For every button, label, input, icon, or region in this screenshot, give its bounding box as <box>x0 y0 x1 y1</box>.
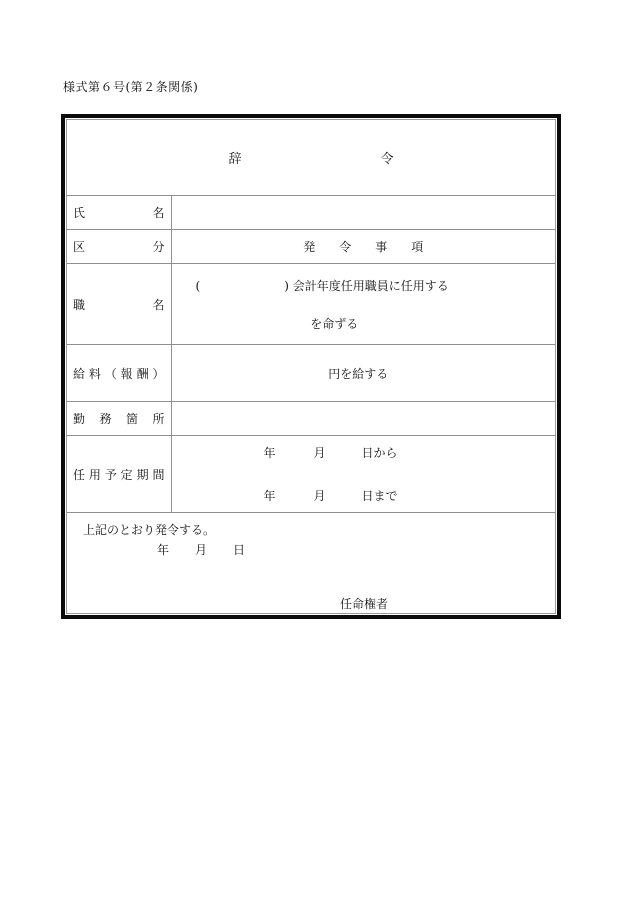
header-char: 令 <box>339 240 352 254</box>
job-title-label-right: 名 <box>152 297 165 312</box>
period-to <box>172 487 556 504</box>
job-title-row <box>67 264 555 345</box>
open-paren: ( <box>195 278 201 293</box>
to-year: 年 <box>263 489 276 503</box>
job-title-label-left: 職 <box>73 297 86 312</box>
workplace-field[interactable] <box>171 402 555 436</box>
issuance-statement: 上記のとおり発令する。 <box>83 523 216 537</box>
appointment-form-frame <box>61 114 561 619</box>
close-paren: ) <box>284 278 289 293</box>
workplace-label-char: 所 <box>152 412 165 426</box>
title-char-2: 令 <box>380 152 394 167</box>
document-title <box>229 148 394 167</box>
salary-label-char: 料 <box>88 366 101 381</box>
job-title-field[interactable] <box>171 264 555 345</box>
category-label-right: 分 <box>152 240 165 254</box>
appointment-form-inner-frame <box>66 119 556 614</box>
period-label-char: 用 <box>88 467 101 482</box>
category-row <box>67 230 555 264</box>
form-number: 様式第６号(第２条関係) <box>63 80 199 94</box>
appointment-period-label <box>67 436 171 513</box>
title-row <box>67 120 555 196</box>
period-label-char: 期 <box>136 467 149 482</box>
category-label-left: 区 <box>73 240 86 254</box>
salary-label-char: 酬 <box>136 366 149 381</box>
workplace-label-char: 勤 <box>73 412 86 426</box>
issuance-date[interactable] <box>67 541 555 558</box>
header-char: 事 <box>375 240 388 254</box>
salary-field[interactable]: 円を給する <box>171 345 555 402</box>
name-row <box>67 196 555 230</box>
salary-label-char: 報 <box>120 366 133 381</box>
appointment-items-header <box>171 230 555 264</box>
issuance-row <box>67 513 555 617</box>
salary-label-char: ） <box>152 366 165 381</box>
from-year: 年 <box>263 446 276 460</box>
name-field[interactable] <box>171 196 555 230</box>
period-label-char: 予 <box>104 467 117 482</box>
issuance-year: 年 <box>157 543 170 557</box>
workplace-label-char: 箇 <box>125 412 138 426</box>
job-title-label <box>67 264 171 345</box>
category-label <box>67 230 171 264</box>
workplace-label-char: 務 <box>99 412 112 426</box>
name-label-left: 氏 <box>73 206 86 220</box>
issuance-cell <box>67 513 555 617</box>
appointment-period-row <box>67 436 555 513</box>
header-char: 発 <box>303 240 316 254</box>
issuance-month: 月 <box>195 543 208 557</box>
salary-row <box>67 345 555 402</box>
header-char: 項 <box>411 240 424 254</box>
period-label-char: 任 <box>73 467 86 482</box>
from-month: 月 <box>313 446 326 460</box>
salary-label-char: 給 <box>73 366 86 381</box>
appointing-authority: 任命権者 <box>340 597 389 611</box>
period-label-char: 間 <box>152 467 165 482</box>
workplace-row <box>67 402 555 436</box>
to-day: 日まで <box>361 489 398 503</box>
job-title-text: 会計年度任用職員に任用する <box>292 278 449 293</box>
salary-label <box>67 345 171 402</box>
job-title-line-2: を命ずる <box>310 316 359 331</box>
title-cell <box>67 120 555 196</box>
to-month: 月 <box>313 489 326 503</box>
name-label-right: 名 <box>152 206 165 220</box>
period-from <box>172 444 556 461</box>
job-title-line-1 <box>172 277 556 294</box>
appointment-form-table <box>67 120 555 616</box>
title-char-1: 辞 <box>228 152 242 167</box>
from-day: 日から <box>361 446 398 460</box>
period-label-char: 定 <box>120 467 133 482</box>
appointment-period-field[interactable] <box>171 436 555 513</box>
workplace-label <box>67 402 171 436</box>
issuance-day: 日 <box>233 543 246 557</box>
salary-label-char: （ <box>104 366 117 381</box>
name-label <box>67 196 171 230</box>
